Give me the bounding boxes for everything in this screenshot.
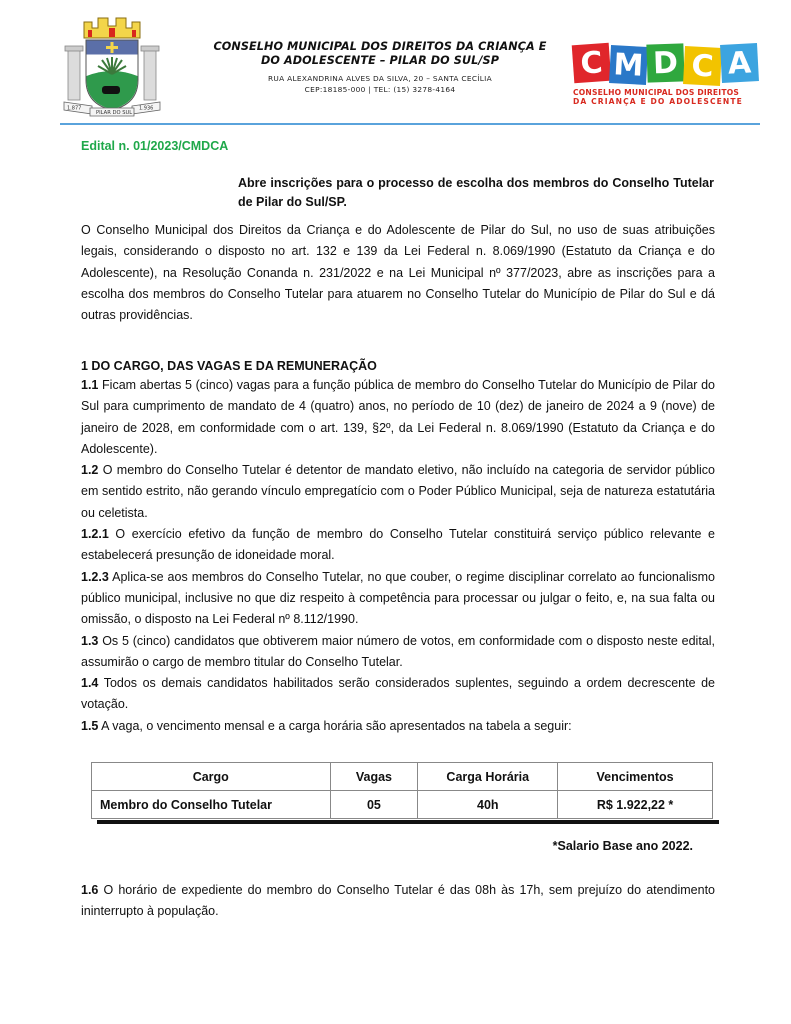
logo-letter: C — [683, 46, 722, 86]
council-name-line2: DO ADOLESCENTE – PILAR DO SUL/SP — [260, 54, 499, 67]
column-header-vagas: Vagas — [330, 763, 418, 791]
clause-number: 1.2.3 — [81, 569, 109, 584]
clause-text: Todos os demais candidatos habilitados serão considerados suplentes, seguindo a ordem decrescente de votação. — [81, 676, 715, 712]
municipal-crest — [62, 8, 162, 120]
municipal-coat-of-arms-icon — [62, 8, 162, 120]
clause-text: A vaga, o vencimento mensal e a carga horária são apresentados na tabela a seguir: — [98, 718, 572, 733]
clause-item — [81, 631, 715, 674]
section-title: 1 DO CARGO, DAS VAGAS E DA REMUNERAÇÃO — [81, 359, 377, 373]
logo-letter: M — [609, 45, 648, 85]
clause-number: 1.4 — [81, 676, 99, 691]
cmdca-logo-letters — [573, 44, 763, 86]
cell-vencimentos: R$ 1.922,22 * — [558, 791, 713, 819]
clause-text: O membro do Conselho Tutelar é detentor de mandato eletivo, não incluído na categoria de servidor público em sentido estrito, não gerando vínculo empregatício com o Poder Público Municipal, seja de natureza estatutária ou celetista. — [81, 463, 715, 520]
header-divider — [60, 123, 760, 125]
clause-text: Os 5 (cinco) candidatos que obtiverem maior número de votos, em conformidade com o disposto neste edital, assumirão o cargo de membro titular do Conselho Tutelar. — [81, 633, 715, 669]
table-shadow — [97, 820, 719, 824]
section-items — [81, 375, 715, 737]
logo-letter: A — [720, 43, 759, 83]
logo-letter: C — [572, 43, 612, 83]
clause-text: Ficam abertas 5 (cinco) vagas para a função pública de membro do Conselho Tutelar do Município de Pilar do Sul para cumprimento de mandato de 4 (quatro) anos, no período de 10 (dez) de janeiro de 2024 a 9 (nove) de janeiro de 2028, em conformidade com o art. 139, §2º, da Lei Federal n. 8.069/1990 (Estatuto da Criança e do Adolescente). — [81, 378, 715, 456]
clause-item — [81, 375, 715, 460]
crest-year-emancipation: 1.936 — [139, 105, 154, 112]
clause-item — [81, 673, 715, 716]
address-line2: CEP:18185-000 | TEL: (15) 3278-4164 — [304, 85, 456, 94]
column-header-cargo: Cargo — [92, 763, 331, 791]
address-line1: RUA ALEXANDRINA ALVES DA SILVA, 20 – SANTA CECÍLIA — [267, 74, 493, 83]
clause-text: O exercício efetivo da função de membro do Conselho Tutelar constituirá serviço público relevante e estabelecerá presunção de idoneidade moral. — [81, 527, 715, 563]
intro-paragraph: O Conselho Municipal dos Direitos da Criança e do Adolescente de Pilar do Sul, no uso de suas atribuições legais, considerando o disposto no art. 132 e 139 da Lei Federal n. 8.069/1990 (Estatuto da Criança e do Adolescente), na Resolução Conanda n. 231/2022 e na Lei Municipal nº 377/2023, abre as inscrições para a escolha dos membros do Conselho Tutelar para atuarem no Conselho Tutelar do Município de Pilar do Sul e dá outras providências. — [81, 223, 715, 323]
logo-subtitle-line2: DA CRIANÇA E DO ADOLESCENTE — [573, 97, 743, 106]
salary-footnote: *Salario Base ano 2022. — [552, 839, 693, 853]
table-header-row — [92, 763, 713, 791]
clause-number: 1.2.1 — [81, 527, 109, 542]
logo-letter: D — [646, 43, 684, 82]
clause-number: 1.2 — [81, 463, 99, 478]
cmdca-logo — [573, 44, 763, 110]
clause-text: O horário de expediente do membro do Conselho Tutelar é das 08h às 17h, sem prejuízo do atendimento ininterrupto à população. — [81, 883, 715, 919]
council-name-line1: CONSELHO MUNICIPAL DOS DIREITOS DA CRIANÇA E — [213, 40, 547, 53]
clause-number: 1.1 — [81, 378, 99, 392]
clause-item-1-6 — [81, 880, 715, 923]
edital-number: Edital n. 01/2023/CMDCA — [81, 139, 229, 153]
clause-item — [81, 716, 715, 737]
cell-cargo: Membro do Conselho Tutelar — [92, 791, 331, 819]
vacancy-table — [91, 762, 713, 819]
clause-text: Aplica-se aos membros do Conselho Tutelar, no que couber, o regime disciplinar correlato ao funcionalismo público municipal, inclusive no que diz respeito à competência para processar ou julgar o feito, e, na sua falta ou omissão, o disposto na Lei Federal nº 8.112/1990. — [81, 569, 715, 627]
clause-number: 1.3 — [81, 633, 99, 648]
column-header-vencimentos: Vencimentos — [558, 763, 713, 791]
logo-subtitle-line1: CONSELHO MUNICIPAL DOS DIREITOS — [573, 88, 740, 97]
clause-item — [81, 524, 715, 567]
clause-item — [81, 460, 715, 524]
vacancy-table-wrapper — [91, 762, 713, 819]
crest-year-founded: 1.877 — [67, 105, 82, 112]
column-header-carga-horaria: Carga Horária — [418, 763, 558, 791]
ementa: Abre inscrições para o processo de escolha dos membros do Conselho Tutelar de Pilar do Sul/SP. — [238, 176, 714, 209]
cell-vagas: 05 — [330, 791, 418, 819]
clause-item — [81, 567, 715, 631]
clause-number: 1.5 — [81, 718, 99, 733]
cell-carga-horaria: 40h — [418, 791, 558, 819]
crest-city-name: PILAR DO SUL — [96, 110, 133, 116]
clause-number: 1.6 — [81, 883, 99, 897]
table-row — [92, 791, 713, 819]
letterhead — [190, 40, 570, 95]
